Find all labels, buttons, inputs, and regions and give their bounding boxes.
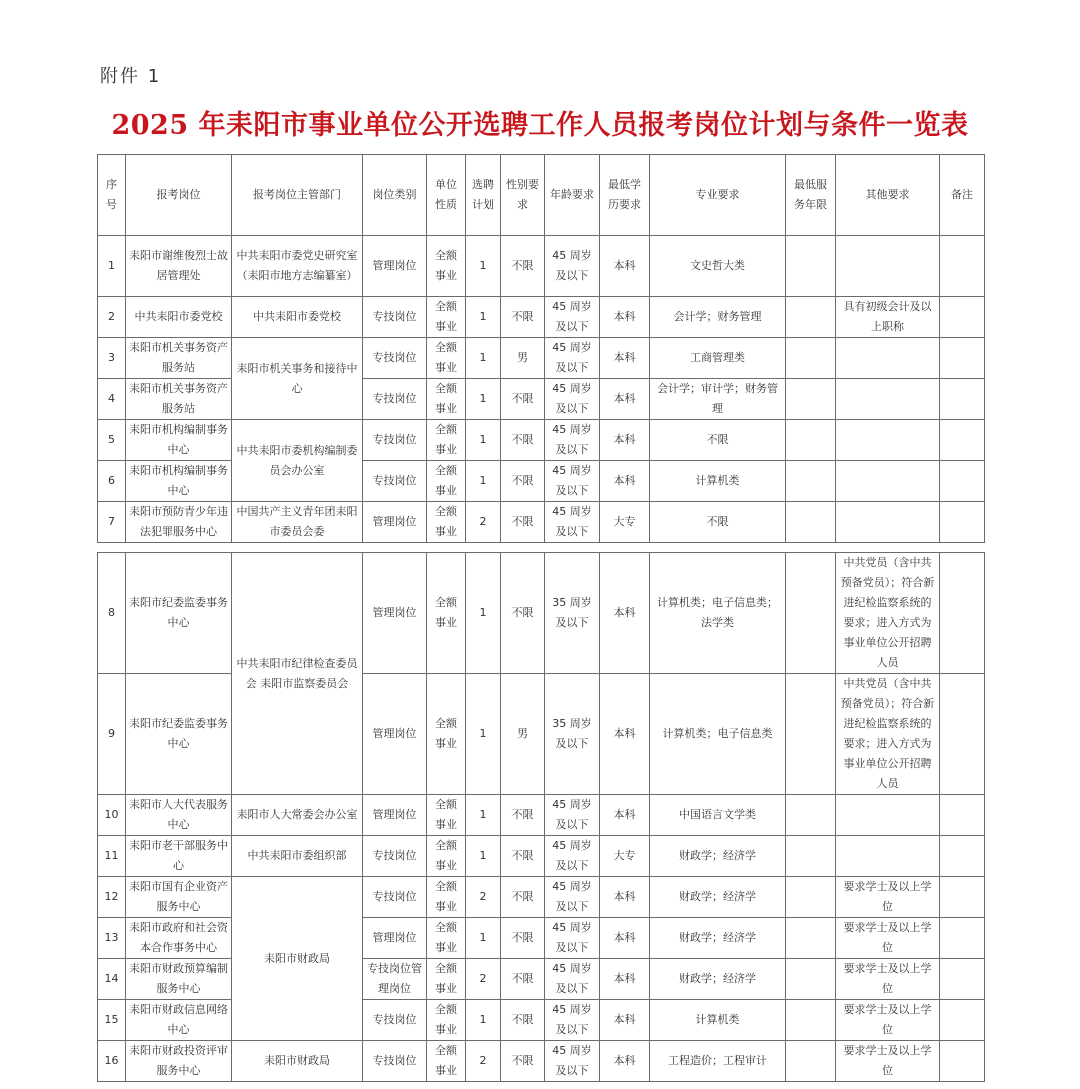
cell-gender: 不限 [501,553,545,674]
cell-other: 中共党员（含中共预备党员）；符合新进纪检监察系统的要求；进入方式为事业单位公开招聘人员 [836,674,940,795]
cell-category: 管理岗位 [363,795,427,836]
cell-other: 要求学士及以上学位 [836,1041,940,1082]
cell-edu: 大专 [600,502,650,543]
cell-remark [940,836,985,877]
table-row [98,674,985,795]
cell-age: 45 周岁及以下 [545,877,600,918]
header-no: 序号 [98,155,126,236]
cell-service [786,1041,836,1082]
cell-post: 耒阳市财政预算编制服务中心 [126,959,232,1000]
cell-no: 3 [98,338,126,379]
cell-nature: 全额事业 [427,297,466,338]
cell-category: 专技岗位 [363,379,427,420]
cell-other [836,338,940,379]
cell-edu: 本科 [600,674,650,795]
cell-no: 1 [98,236,126,297]
cell-category: 管理岗位 [363,502,427,543]
table-row [98,553,985,674]
cell-major: 计算机类 [650,461,786,502]
cell-plan: 1 [466,236,501,297]
page-title: 2025 年耒阳市事业单位公开选聘工作人员报考岗位计划与条件一览表 [111,110,969,141]
cell-edu: 本科 [600,795,650,836]
cell-edu: 本科 [600,236,650,297]
cell-major: 工商管理类 [650,338,786,379]
cell-other [836,379,940,420]
cell-major: 会计学；审计学；财务管理 [650,379,786,420]
cell-edu: 本科 [600,297,650,338]
cell-no: 9 [98,674,126,795]
header-service: 最低服务年限 [786,155,836,236]
cell-age: 45 周岁及以下 [545,836,600,877]
cell-edu: 本科 [600,1041,650,1082]
cell-category: 管理岗位 [363,674,427,795]
table-row [98,420,985,461]
header-dept: 报考岗位主管部门 [232,155,363,236]
cell-gender: 不限 [501,795,545,836]
cell-major: 工程造价；工程审计 [650,1041,786,1082]
cell-other: 要求学士及以上学位 [836,918,940,959]
cell-remark [940,1041,985,1082]
cell-remark [940,1000,985,1041]
cell-dept: 中国共产主义青年团耒阳市委员会委 [232,502,363,543]
header-major: 专业要求 [650,155,786,236]
cell-no: 12 [98,877,126,918]
cell-service [786,877,836,918]
cell-plan: 2 [466,502,501,543]
header-plan: 选聘计划 [466,155,501,236]
cell-service [786,461,836,502]
cell-major: 不限 [650,502,786,543]
cell-no: 5 [98,420,126,461]
table-row [98,379,985,420]
cell-age: 35 周岁及以下 [545,674,600,795]
cell-post: 耒阳市财政信息网络中心 [126,1000,232,1041]
cell-post: 耒阳市纪委监委事务中心 [126,674,232,795]
cell-service [786,502,836,543]
cell-gender: 不限 [501,836,545,877]
cell-dept: 耒阳市人大常委会办公室 [232,795,363,836]
table-row [98,959,985,1000]
cell-no: 16 [98,1041,126,1082]
cell-plan: 1 [466,918,501,959]
cell-dept: 中共耒阳市纪律检查委员会 耒阳市监察委员会 [232,553,363,795]
cell-service [786,795,836,836]
cell-service [786,836,836,877]
cell-edu: 本科 [600,420,650,461]
table-row [98,502,985,543]
cell-category: 管理岗位 [363,918,427,959]
cell-edu: 本科 [600,461,650,502]
cell-dept: 耒阳市机关事务和接待中心 [232,338,363,420]
cell-plan: 1 [466,461,501,502]
cell-major: 财政学；经济学 [650,877,786,918]
cell-post: 耒阳市财政投资评审服务中心 [126,1041,232,1082]
cell-gender: 不限 [501,1000,545,1041]
cell-age: 45 周岁及以下 [545,918,600,959]
cell-remark [940,553,985,674]
table-row [98,461,985,502]
cell-remark [940,420,985,461]
cell-remark [940,236,985,297]
cell-no: 6 [98,461,126,502]
cell-service [786,236,836,297]
cell-other [836,836,940,877]
cell-dept: 耒阳市财政局 [232,877,363,1041]
table-row [98,795,985,836]
cell-plan: 1 [466,338,501,379]
header-gender: 性别要求 [501,155,545,236]
cell-service [786,553,836,674]
cell-plan: 1 [466,379,501,420]
cell-nature: 全额事业 [427,236,466,297]
cell-post: 耒阳市国有企业资产服务中心 [126,877,232,918]
cell-nature: 全额事业 [427,674,466,795]
cell-no: 13 [98,918,126,959]
cell-dept: 中共耒阳市委机构编制委员会办公室 [232,420,363,502]
cell-plan: 1 [466,836,501,877]
cell-nature: 全额事业 [427,1041,466,1082]
table-row [98,918,985,959]
cell-nature: 全额事业 [427,1000,466,1041]
cell-other: 要求学士及以上学位 [836,959,940,1000]
cell-post: 耒阳市老干部服务中心 [126,836,232,877]
cell-category: 专技岗位 [363,836,427,877]
header-age: 年龄要求 [545,155,600,236]
cell-no: 15 [98,1000,126,1041]
cell-remark [940,877,985,918]
cell-edu: 本科 [600,553,650,674]
attachment-label: 附件 1 [100,66,162,87]
cell-category: 专技岗位 [363,297,427,338]
cell-gender: 不限 [501,420,545,461]
cell-edu: 本科 [600,918,650,959]
cell-category: 管理岗位 [363,553,427,674]
cell-nature: 全额事业 [427,502,466,543]
cell-age: 45 周岁及以下 [545,236,600,297]
cell-dept: 中共耒阳市委组织部 [232,836,363,877]
cell-gender: 不限 [501,877,545,918]
cell-edu: 大专 [600,836,650,877]
cell-service [786,1000,836,1041]
cell-age: 45 周岁及以下 [545,959,600,1000]
cell-remark [940,338,985,379]
cell-other: 要求学士及以上学位 [836,1000,940,1041]
cell-plan: 2 [466,959,501,1000]
table-body-bottom [98,553,985,1082]
cell-nature: 全额事业 [427,918,466,959]
cell-age: 45 周岁及以下 [545,297,600,338]
cell-nature: 全额事业 [427,795,466,836]
cell-major: 计算机类；电子信息类；法学类 [650,553,786,674]
cell-category: 专技岗位管理岗位 [363,959,427,1000]
cell-no: 4 [98,379,126,420]
cell-category: 专技岗位 [363,1041,427,1082]
cell-dept: 中共耒阳市委党校 [232,297,363,338]
cell-plan: 1 [466,1000,501,1041]
cell-gender: 男 [501,338,545,379]
cell-service [786,297,836,338]
cell-post: 耒阳市纪委监委事务中心 [126,553,232,674]
cell-post: 耒阳市机构编制事务中心 [126,420,232,461]
cell-major: 会计学；财务管理 [650,297,786,338]
header-remark: 备注 [940,155,985,236]
cell-no: 2 [98,297,126,338]
cell-post: 中共耒阳市委党校 [126,297,232,338]
table-row [98,877,985,918]
cell-gender: 不限 [501,959,545,1000]
cell-gender: 不限 [501,236,545,297]
cell-service [786,338,836,379]
cell-edu: 本科 [600,959,650,1000]
cell-major: 不限 [650,420,786,461]
cell-other [836,502,940,543]
cell-age: 45 周岁及以下 [545,379,600,420]
cell-post: 耒阳市政府和社会资本合作事务中心 [126,918,232,959]
cell-major: 计算机类；电子信息类 [650,674,786,795]
table-row [98,1041,985,1082]
cell-service [786,959,836,1000]
cell-gender: 不限 [501,379,545,420]
cell-category: 专技岗位 [363,877,427,918]
cell-other: 要求学士及以上学位 [836,877,940,918]
cell-plan: 1 [466,674,501,795]
recruitment-table-top [97,154,985,543]
header-row [98,155,985,236]
cell-post: 耒阳市预防青少年违法犯罪服务中心 [126,502,232,543]
cell-remark [940,959,985,1000]
cell-age: 35 周岁及以下 [545,553,600,674]
cell-major: 计算机类 [650,1000,786,1041]
cell-nature: 全额事业 [427,553,466,674]
header-category: 岗位类别 [363,155,427,236]
cell-plan: 1 [466,553,501,674]
cell-category: 专技岗位 [363,461,427,502]
cell-plan: 1 [466,795,501,836]
table-row [98,297,985,338]
cell-other [836,236,940,297]
cell-major: 财政学；经济学 [650,836,786,877]
cell-age: 45 周岁及以下 [545,1000,600,1041]
cell-major: 中国语言文学类 [650,795,786,836]
cell-edu: 本科 [600,379,650,420]
header-other: 其他要求 [836,155,940,236]
cell-major: 文史哲大类 [650,236,786,297]
cell-remark [940,795,985,836]
cell-age: 45 周岁及以下 [545,461,600,502]
cell-no: 8 [98,553,126,674]
cell-nature: 全额事业 [427,461,466,502]
table-row [98,1000,985,1041]
cell-edu: 本科 [600,877,650,918]
cell-category: 专技岗位 [363,338,427,379]
cell-category: 专技岗位 [363,1000,427,1041]
cell-nature: 全额事业 [427,959,466,1000]
cell-edu: 本科 [600,1000,650,1041]
cell-no: 11 [98,836,126,877]
cell-post: 耒阳市机关事务资产服务站 [126,379,232,420]
header-post: 报考岗位 [126,155,232,236]
cell-gender: 男 [501,674,545,795]
cell-edu: 本科 [600,338,650,379]
cell-remark [940,918,985,959]
cell-post: 耒阳市人大代表服务中心 [126,795,232,836]
cell-no: 10 [98,795,126,836]
cell-nature: 全额事业 [427,877,466,918]
cell-other [836,461,940,502]
cell-remark [940,379,985,420]
cell-gender: 不限 [501,1041,545,1082]
cell-major: 财政学；经济学 [650,918,786,959]
cell-no: 7 [98,502,126,543]
recruitment-table-bottom [97,552,985,1082]
cell-remark [940,674,985,795]
cell-other [836,795,940,836]
cell-other: 具有初级会计及以上职称 [836,297,940,338]
cell-service [786,918,836,959]
cell-dept: 中共耒阳市委党史研究室（耒阳市地方志编纂室） [232,236,363,297]
cell-nature: 全额事业 [427,420,466,461]
cell-dept: 耒阳市财政局 [232,1041,363,1082]
cell-service [786,379,836,420]
cell-post: 耒阳市机关事务资产服务站 [126,338,232,379]
cell-category: 专技岗位 [363,420,427,461]
cell-nature: 全额事业 [427,836,466,877]
cell-category: 管理岗位 [363,236,427,297]
table-row [98,836,985,877]
cell-age: 45 周岁及以下 [545,420,600,461]
cell-age: 45 周岁及以下 [545,338,600,379]
table-row [98,338,985,379]
header-nature: 单位性质 [427,155,466,236]
cell-remark [940,297,985,338]
cell-plan: 1 [466,297,501,338]
cell-gender: 不限 [501,461,545,502]
cell-nature: 全额事业 [427,379,466,420]
cell-service [786,674,836,795]
cell-age: 45 周岁及以下 [545,1041,600,1082]
cell-nature: 全额事业 [427,338,466,379]
cell-gender: 不限 [501,918,545,959]
cell-no: 14 [98,959,126,1000]
cell-service [786,420,836,461]
cell-other [836,420,940,461]
cell-gender: 不限 [501,297,545,338]
cell-remark [940,502,985,543]
cell-age: 45 周岁及以下 [545,502,600,543]
cell-gender: 不限 [501,502,545,543]
cell-plan: 1 [466,420,501,461]
cell-other: 中共党员（含中共预备党员）；符合新进纪检监察系统的要求；进入方式为事业单位公开招聘人员 [836,553,940,674]
cell-remark [940,461,985,502]
table-body-top [98,236,985,543]
cell-plan: 2 [466,877,501,918]
cell-post: 耒阳市谢维俊烈士故居管理处 [126,236,232,297]
table-row [98,236,985,297]
cell-plan: 2 [466,1041,501,1082]
cell-post: 耒阳市机构编制事务中心 [126,461,232,502]
header-edu: 最低学历要求 [600,155,650,236]
cell-major: 财政学；经济学 [650,959,786,1000]
cell-age: 45 周岁及以下 [545,795,600,836]
